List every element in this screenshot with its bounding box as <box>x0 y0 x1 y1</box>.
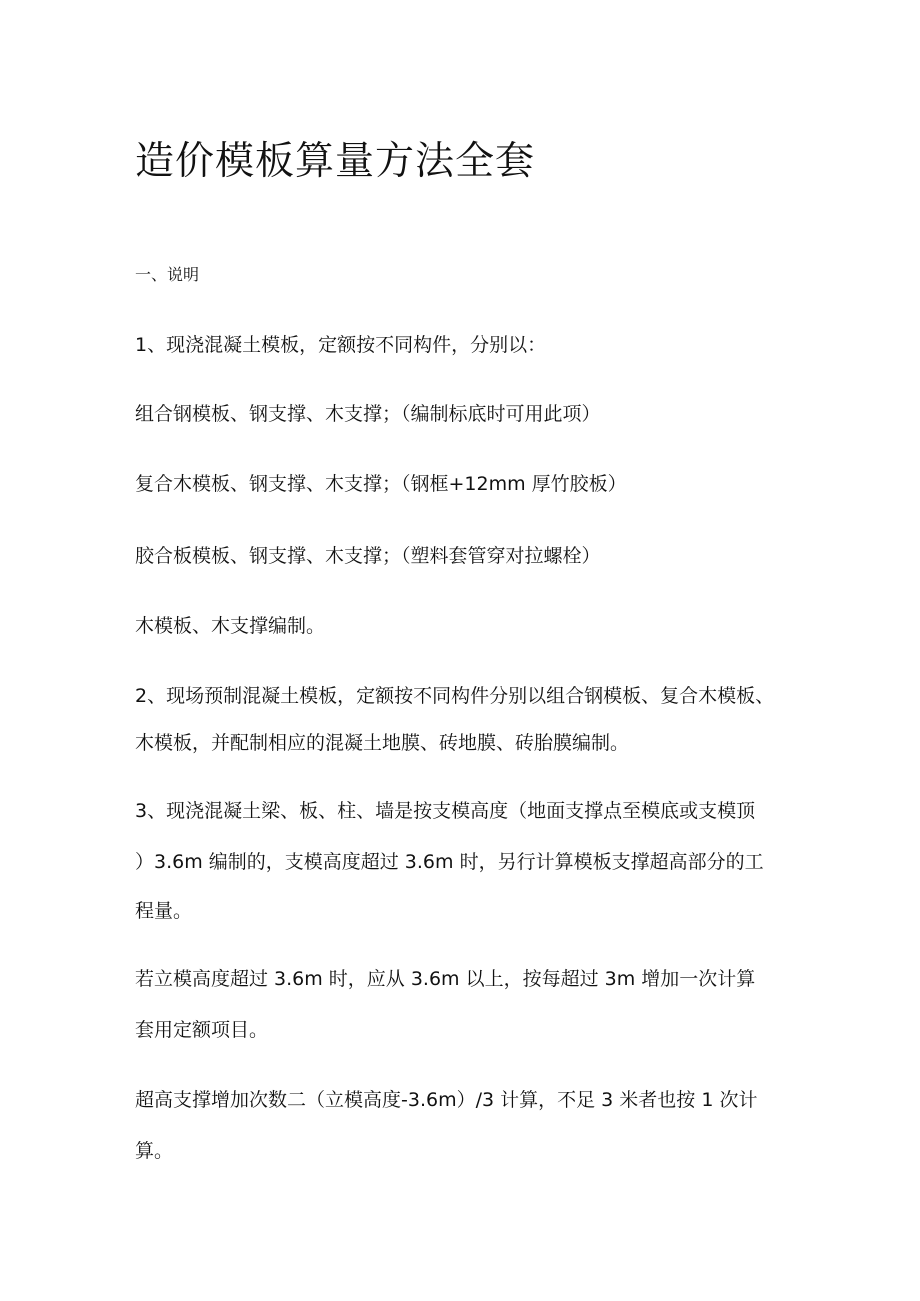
paragraph-5-line-2: 算。 <box>135 1140 174 1162</box>
paragraph-3-line-1: 3、现浇混凝土梁、板、柱、墙是按支模高度（地面支撑点至模底或支模顶 <box>135 800 756 822</box>
paragraph-4-line-2: 套用定额项目。 <box>135 1019 269 1041</box>
paragraph-1-line-2: 组合钢模板、钢支撑、木支撑；（编制标底时可用此项） <box>135 403 601 425</box>
section-heading-description: 一、说明 <box>135 265 200 284</box>
paragraph-3-line-3: 程量。 <box>135 900 193 922</box>
paragraph-1-line-5: 木模板、木支撑编制。 <box>135 615 326 637</box>
paragraph-4-line-1: 若立模高度超过 3.6m 时，应从 3.6m 以上，按每超过 3m 增加一次计算 <box>135 968 756 990</box>
paragraph-1-line-1: 1、现浇混凝土模板，定额按不同构件，分别以： <box>135 334 547 356</box>
paragraph-2-line-2: 木模板，并配制相应的混凝土地膜、砖地膜、砖胎膜编制。 <box>135 732 630 754</box>
paragraph-3-line-2: ）3.6m 编制的，支模高度超过 3.6m 时，另行计算模板支撑超高部分的工 <box>135 851 764 873</box>
paragraph-1-line-3: 复合木模板、钢支撑、木支撑；（钢框+12mm 厚竹胶板） <box>135 473 627 495</box>
paragraph-1-line-4: 胶合板模板、钢支撑、木支撑；（塑料套管穿对拉螺栓） <box>135 545 601 567</box>
paragraph-5-line-1: 超高支撑增加次数二（立模高度-3.6m）/3 计算，不足 3 米者也按 1 次计 <box>135 1089 758 1111</box>
paragraph-2-line-1: 2、现场预制混凝土模板，定额按不同构件分别以组合钢模板、复合木模板、 <box>135 685 775 707</box>
document-title: 造价模板算量方法全套 <box>135 139 536 184</box>
